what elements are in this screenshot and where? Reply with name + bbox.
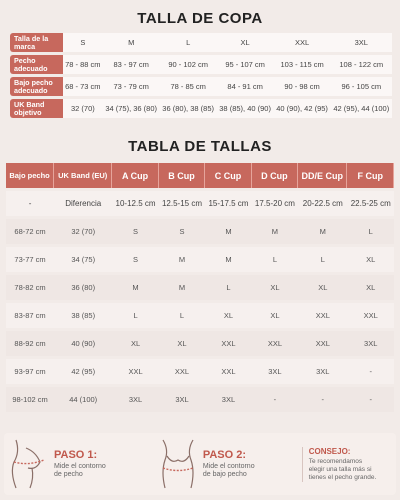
- size-table-cell: 3XL: [205, 387, 251, 412]
- table-row: [6, 219, 394, 244]
- cup-row-label: Bajo pecho adecuado: [10, 77, 63, 96]
- size-table-cell: 20-22.5 cm: [298, 191, 347, 216]
- cup-table-cell: 68 - 73 cm: [63, 77, 103, 96]
- size-table-cell: 3XL: [252, 359, 298, 384]
- cup-table-row: [10, 33, 392, 52]
- size-table-cell: XL: [347, 275, 394, 300]
- cup-table-cell: 84 - 91 cm: [217, 77, 274, 96]
- size-table-cell: 17.5-20 cm: [252, 191, 298, 216]
- cup-table-cell: 96 - 105 cm: [331, 77, 392, 96]
- cup-table-cell: 108 - 122 cm: [331, 55, 392, 74]
- size-table-header: A Cup: [112, 163, 158, 188]
- size-table-cell: 42 (95): [54, 359, 112, 384]
- size-chart-table: [6, 160, 394, 415]
- size-table-cell: 83-87 cm: [6, 303, 54, 328]
- table-row: [6, 247, 394, 272]
- size-table-cell: S: [112, 219, 158, 244]
- step-1: [4, 437, 153, 492]
- cup-table-cell: 95 - 107 cm: [217, 55, 274, 74]
- advice-box: [302, 447, 396, 482]
- underbust-measure-icon: [153, 437, 203, 492]
- size-table-cell: -: [347, 359, 394, 384]
- size-table-cell: 3XL: [159, 387, 205, 412]
- size-table-cell: XXL: [159, 359, 205, 384]
- cup-table-cell: S: [63, 33, 103, 52]
- size-table-cell: L: [112, 303, 158, 328]
- table-row: [6, 331, 394, 356]
- size-table-cell: 32 (70): [54, 219, 112, 244]
- size-table-cell: 93-97 cm: [6, 359, 54, 384]
- size-table-cell: -: [347, 387, 394, 412]
- size-table-cell: XXL: [252, 331, 298, 356]
- cup-table-cell: XXL: [274, 33, 331, 52]
- size-table-cell: 12.5-15 cm: [159, 191, 205, 216]
- cup-table-cell: L: [160, 33, 217, 52]
- bust-measure-icon: [4, 437, 54, 492]
- size-table-cell: M: [205, 247, 251, 272]
- size-table-cell: 73-77 cm: [6, 247, 54, 272]
- size-table-cell: XXL: [298, 331, 347, 356]
- cup-table-cell: 73 - 79 cm: [103, 77, 160, 96]
- size-table-subheader: [6, 191, 394, 216]
- size-table-cell: XL: [347, 247, 394, 272]
- cup-size-title: TALLA DE COPA: [137, 10, 263, 27]
- size-table-header: D Cup: [252, 163, 298, 188]
- cup-row-label: Talla de la marca: [10, 33, 63, 52]
- size-table-header: UK Band (EU): [54, 163, 112, 188]
- cup-table-row: [10, 77, 392, 96]
- size-table-cell: XXL: [298, 303, 347, 328]
- size-table-cell: M: [159, 247, 205, 272]
- measurement-steps: [4, 433, 396, 495]
- size-table-cell: L: [298, 247, 347, 272]
- size-table-header: DD/E Cup: [298, 163, 347, 188]
- size-table-cell: S: [112, 247, 158, 272]
- cup-table-cell: M: [103, 33, 160, 52]
- size-table-header: F Cup: [347, 163, 394, 188]
- size-table-cell: L: [252, 247, 298, 272]
- size-table-cell: 3XL: [347, 331, 394, 356]
- size-table-cell: L: [159, 303, 205, 328]
- size-table-cell: S: [159, 219, 205, 244]
- cup-table-cell: 3XL: [331, 33, 392, 52]
- size-table-cell: 98-102 cm: [6, 387, 54, 412]
- size-table-cell: XXL: [205, 331, 251, 356]
- cup-table-cell: 90 - 102 cm: [160, 55, 217, 74]
- size-table-cell: 10-12.5 cm: [112, 191, 158, 216]
- size-table-title: TABLA DE TALLAS: [128, 138, 272, 155]
- size-table-cell: 44 (100): [54, 387, 112, 412]
- size-table-cell: XL: [205, 303, 251, 328]
- cup-table-cell: XL: [217, 33, 274, 52]
- size-table-cell: 22.5-25 cm: [347, 191, 394, 216]
- size-table-cell: M: [205, 219, 251, 244]
- table-row: [6, 275, 394, 300]
- size-table-cell: XL: [252, 275, 298, 300]
- size-table-cell: XXL: [347, 303, 394, 328]
- size-table-cell: XL: [112, 331, 158, 356]
- step-2-desc: Mide el contorno de bajo pecho: [202, 462, 255, 478]
- size-table-header: C Cup: [205, 163, 251, 188]
- size-table-cell: 38 (85): [54, 303, 112, 328]
- cup-table-cell: 78 - 85 cm: [160, 77, 217, 96]
- step-1-title: PASO 1:: [54, 448, 98, 461]
- size-table-cell: -: [252, 387, 298, 412]
- size-table-cell: 36 (80): [54, 275, 112, 300]
- cup-table-cell: 42 (95), 44 (100): [331, 99, 392, 118]
- table-row: [6, 387, 394, 412]
- table-row: [6, 303, 394, 328]
- cup-table-row: [10, 55, 392, 74]
- cup-table-cell: 78 - 88 cm: [63, 55, 103, 74]
- cup-row-label: UK Band objetivo: [10, 99, 63, 118]
- size-table-cell: M: [298, 219, 347, 244]
- table-row: [6, 359, 394, 384]
- cup-table-cell: 38 (85), 40 (90): [217, 99, 274, 118]
- size-table-cell: XL: [252, 303, 298, 328]
- size-table-cell: XL: [298, 275, 347, 300]
- advice-text: Te recomendamos elegir una talla más si tienes el pecho grande.: [308, 457, 377, 481]
- size-table-cell: -: [298, 387, 347, 412]
- cup-table-cell: 36 (80), 38 (85): [160, 99, 217, 118]
- step-2: [153, 437, 302, 492]
- size-table-cell: -: [6, 191, 54, 216]
- size-table-cell: 88-92 cm: [6, 331, 54, 356]
- cup-table-cell: 103 - 115 cm: [274, 55, 331, 74]
- size-table-cell: M: [112, 275, 158, 300]
- size-table-cell: 78-82 cm: [6, 275, 54, 300]
- cup-table-cell: 90 - 98 cm: [274, 77, 331, 96]
- cup-table-cell: 32 (70): [63, 99, 103, 118]
- size-table-cell: M: [252, 219, 298, 244]
- cup-table-row: [10, 99, 392, 118]
- cup-table-cell: 83 - 97 cm: [103, 55, 160, 74]
- size-table-cell: 15-17.5 cm: [205, 191, 251, 216]
- size-table-cell: 68-72 cm: [6, 219, 54, 244]
- size-table-header: B Cup: [159, 163, 205, 188]
- size-table-cell: 34 (75): [54, 247, 112, 272]
- advice-title: CONSEJO:: [308, 446, 351, 456]
- size-table-cell: 3XL: [298, 359, 347, 384]
- size-table-cell: XL: [159, 331, 205, 356]
- cup-size-table: [10, 30, 392, 121]
- size-table-cell: 40 (90): [54, 331, 112, 356]
- cup-table-cell: 40 (90), 42 (95): [274, 99, 331, 118]
- size-table-cell: XXL: [112, 359, 158, 384]
- step-2-title: PASO 2:: [202, 448, 247, 461]
- size-table-cell: L: [347, 219, 394, 244]
- size-table-cell: L: [205, 275, 251, 300]
- size-table-cell: 3XL: [112, 387, 158, 412]
- size-table-cell: XXL: [205, 359, 251, 384]
- size-table-cell: Diferencia: [54, 191, 112, 216]
- cup-row-label: Pecho adecuado: [10, 55, 63, 74]
- size-table-cell: M: [159, 275, 205, 300]
- cup-table-cell: 34 (75), 36 (80): [103, 99, 160, 118]
- step-1-desc: Mide el contorno de pecho: [54, 462, 106, 478]
- size-table-header: Bajo pecho: [6, 163, 54, 188]
